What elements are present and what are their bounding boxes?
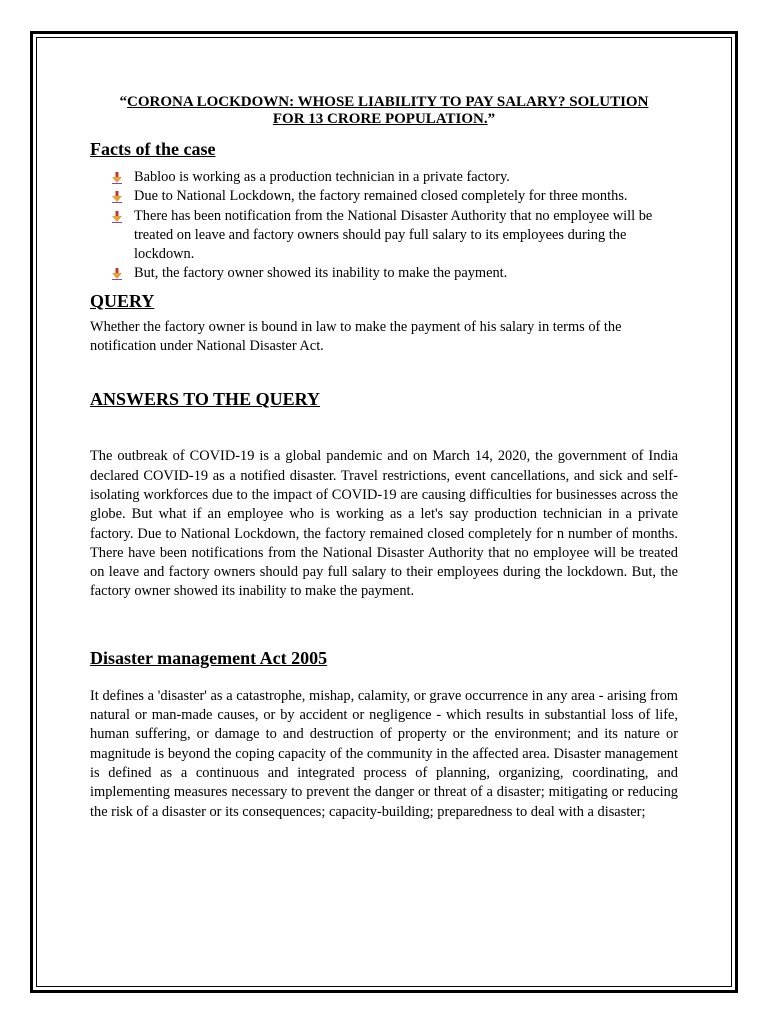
document-body	[90, 94, 678, 822]
query-text: Whether the factory owner is bound in law to make the payment of his salary in terms of the notification under National Disaster Act.	[90, 318, 622, 355]
disaster-management-text: It defines a 'disaster' as a catastrophe, mishap, calamity, or grave occurrence in any area - arising from natural or man-made causes, or by accident or negligence - which results in substantial loss of life, human suffering, or damage to and destruction of property or the environment; and its nature or magnitude is beyond the coping capacity of the community in the affected area. Disaster management is defined as a continuous and integrated process of planning, organizing, coordinating, and implementing measures necessary to prevent the danger or threat of a disaster; mitigating or reducing the risk of a disaster or its consequences; capacity-building; preparedness to deal with a disaster;	[90, 687, 678, 820]
list-item: Due to National Lockdown, the factory remained closed completely for three months.	[90, 187, 678, 206]
document-title: “CORONA LOCKDOWN: WHOSE LIABILITY TO PAY SALARY? SOLUTION FOR 13 CRORE POPULATION.”	[119, 94, 649, 127]
arrow-down-bullet-icon	[112, 268, 122, 280]
title-line-1: CORONA LOCKDOWN: WHOSE LIABILITY TO PAY SALARY? SOLUTION	[127, 94, 649, 110]
answers-text: The outbreak of COVID-19 is a global pandemic and on March 14, 2020, the government of India declared COVID-19 as a notified disaster. Travel restrictions, event cancellations, and sick and self-isolating workforces due to the impact of COVID-19 are causing difficulties for businesses across the globe. But what if an employee who is working as a let's say production technician in a private factory. Due to National Lockdown, the factory remained closed completely for n number of months. There have been notifications from the National Disaster Authority that no employee will be treated on leave and factory owners should pay full salary to their employees during the lockdown. But, the factory owner showed its inability to make the payment.	[90, 448, 678, 600]
arrow-down-bullet-icon	[112, 191, 122, 203]
list-item: There has been notification from the National Disaster Authority that no employee will be treated on leave and factory owners should pay full salary to its employees during the lockdown.	[90, 207, 678, 265]
list-item: Babloo is working as a production technician in a private factory.	[90, 168, 678, 187]
answers-heading: ANSWERS TO THE QUERY	[90, 389, 320, 410]
facts-heading: Facts of the case	[90, 139, 216, 159]
facts-list	[90, 168, 678, 284]
disaster-management-heading: Disaster management Act 2005	[90, 647, 328, 668]
arrow-down-bullet-icon	[112, 211, 122, 223]
list-item: But, the factory owner showed its inability to make the payment.	[90, 264, 678, 283]
query-heading: QUERY	[90, 290, 155, 311]
title-line-2: FOR 13 CRORE POPULATION.	[272, 111, 488, 127]
arrow-down-bullet-icon	[112, 172, 122, 184]
